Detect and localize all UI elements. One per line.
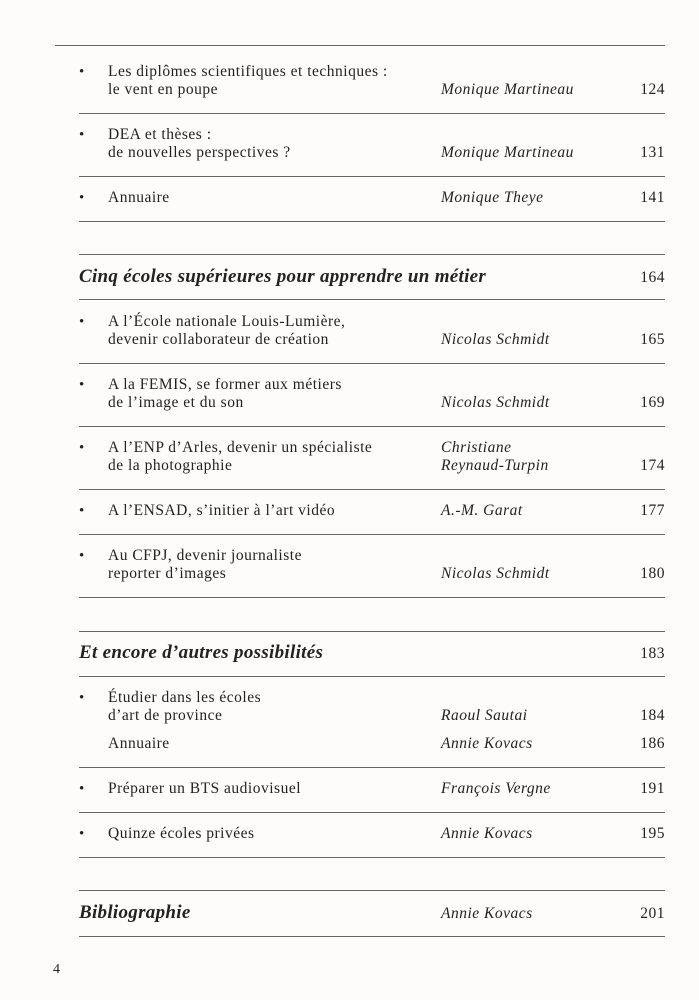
entry-page: 141 — [640, 189, 665, 206]
section-author: Annie Kovacs — [441, 905, 533, 922]
divider — [79, 363, 665, 364]
divider — [79, 936, 665, 937]
divider — [79, 176, 665, 177]
bullet: • — [79, 826, 85, 842]
section-page: 164 — [640, 269, 665, 286]
entry-title: Annuaire — [108, 189, 170, 206]
entry-title: Étudier dans les écoles d’art de province — [108, 689, 262, 724]
bullet: • — [79, 690, 85, 706]
entry-page: 186 — [640, 735, 665, 752]
entry-author: Nicolas Schmidt — [441, 394, 550, 411]
divider — [79, 812, 665, 813]
divider — [79, 597, 665, 598]
bullet: • — [79, 314, 85, 330]
entry-title: A l’ENSAD, s’initier à l’art vidéo — [108, 502, 336, 519]
entry-title: Quinze écoles privées — [108, 825, 255, 842]
bullet: • — [79, 781, 85, 797]
entry-page: 124 — [640, 81, 665, 98]
divider — [79, 299, 665, 300]
entry-page: 177 — [640, 502, 665, 519]
entry-author: Nicolas Schmidt — [441, 565, 550, 582]
divider — [79, 767, 665, 768]
bullet: • — [79, 64, 85, 80]
entry-page: 131 — [640, 144, 665, 161]
entry-page: 169 — [640, 394, 665, 411]
section-title: Bibliographie — [79, 902, 191, 923]
bullet: • — [79, 503, 85, 519]
divider — [79, 113, 665, 114]
section-heading — [79, 266, 665, 288]
divider — [79, 676, 665, 677]
section-page: 201 — [640, 905, 665, 922]
entry-title: A la FEMIS, se former aux métiers de l’image et du son — [108, 376, 342, 411]
page-number: 4 — [53, 962, 60, 977]
divider — [55, 45, 665, 46]
entry-title: Préparer un BTS audiovisuel — [108, 780, 302, 797]
entry-page: 184 — [640, 707, 665, 724]
entry-page: 180 — [640, 565, 665, 582]
entry-title: Les diplômes scientifiques et techniques : le vent en poupe — [108, 63, 388, 98]
bullet: • — [79, 440, 85, 456]
entry-title: A l’École nationale Louis-Lumière, devenir collaborateur de création — [108, 313, 346, 348]
divider — [79, 254, 665, 255]
divider — [79, 890, 665, 891]
section-heading — [79, 642, 665, 664]
entry-page: 165 — [640, 331, 665, 348]
divider — [79, 857, 665, 858]
divider — [79, 221, 665, 222]
divider — [79, 489, 665, 490]
entry-page: 195 — [640, 825, 665, 842]
entry-author: Monique Theye — [441, 189, 544, 206]
bullet: • — [79, 127, 85, 143]
divider — [79, 426, 665, 427]
entry-author: Monique Martineau — [441, 144, 574, 161]
section-page: 183 — [640, 645, 665, 662]
entry-title: Annuaire — [108, 735, 170, 752]
entry-author: Annie Kovacs — [441, 825, 533, 842]
entry-author: Christiane Reynaud-Turpin — [441, 439, 549, 474]
bullet: • — [79, 377, 85, 393]
bullet: • — [79, 190, 85, 206]
entry-author: Annie Kovacs — [441, 735, 533, 752]
entry-title: Au CFPJ, devenir journaliste reporter d’images — [108, 547, 302, 582]
entry-page: 191 — [640, 780, 665, 797]
bullet: • — [79, 548, 85, 564]
entry-author: Raoul Sautai — [441, 707, 528, 724]
entry-title: A l’ENP d’Arles, devenir un spécialiste de la photographie — [108, 439, 373, 474]
entry-author: A.-M. Garat — [441, 502, 523, 519]
entry-author: François Vergne — [441, 780, 551, 797]
divider — [79, 631, 665, 632]
entry-title: DEA et thèses : de nouvelles perspectives ? — [108, 126, 291, 161]
entry-page: 174 — [640, 457, 665, 474]
entry-author: Nicolas Schmidt — [441, 331, 550, 348]
section-heading — [79, 902, 665, 924]
section-title: Cinq écoles supérieures pour apprendre un métier — [79, 266, 487, 287]
divider — [79, 534, 665, 535]
section-title: Et encore d’autres possibilités — [79, 642, 324, 663]
entry-author: Monique Martineau — [441, 81, 574, 98]
